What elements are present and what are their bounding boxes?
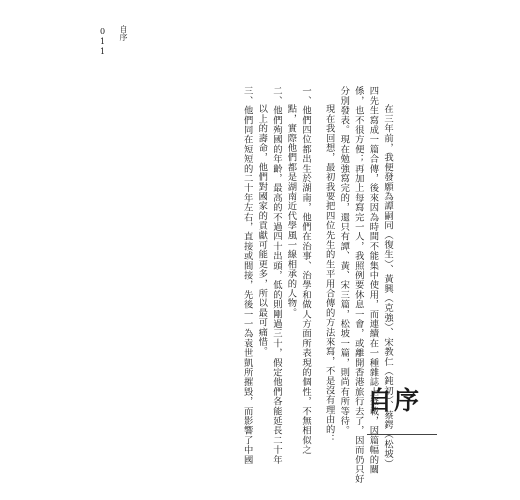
text-column: 以上的壽命，他們對國家的貢獻可能更多，所以最可痛惜。: [256, 104, 268, 357]
text-column: 係，也不很方便；再加上每寫完一人，我照例要休息一會，或離開香港旅行去了，因而仍只好: [352, 86, 364, 484]
text-column: 四先生寫成一篇合傳，後來因為時間不能集中使用，而連續在一種雜誌上登載，因篇幅的關: [367, 86, 379, 474]
text-column: 點，實際他們都是湖南近代學風一線相承的人物。: [285, 104, 297, 318]
text-column: 現在我回想，最初我要把四位先生的生平用合傳的方法來寫，不是沒有理由的：: [323, 104, 335, 444]
text-column: 三、他們同在短短的二十年左右，直接或間接，先後一一為袁世凱所摧毀，而影響了中國: [241, 86, 253, 465]
text-column: 二、他們殉國的年齡，最高的不過四十出頭，低的則剛過三十，假定他們各能延長二十年: [270, 86, 282, 465]
paragraph-gap: [312, 86, 321, 446]
text-column: 在三年前，我便發願為譚嗣同（復生）、黃興（克強）、宋教仁（鈍初）、蔡鍔（松坡）: [382, 104, 393, 469]
chapter-title: 自序: [367, 386, 422, 415]
text-column: 一、他們四位都出生於湖南，他們在治事、治學和做人方面所表現的個性，不無相似之: [300, 86, 312, 455]
running-head: 自序: [119, 25, 128, 41]
title-rule: [367, 434, 437, 435]
page-number: 011: [98, 27, 107, 57]
text-column: 分別發表。現在勉強寫完的，還只有譚、黃、宋三篇，松坡一篇，則尚有所等待。: [338, 86, 350, 436]
